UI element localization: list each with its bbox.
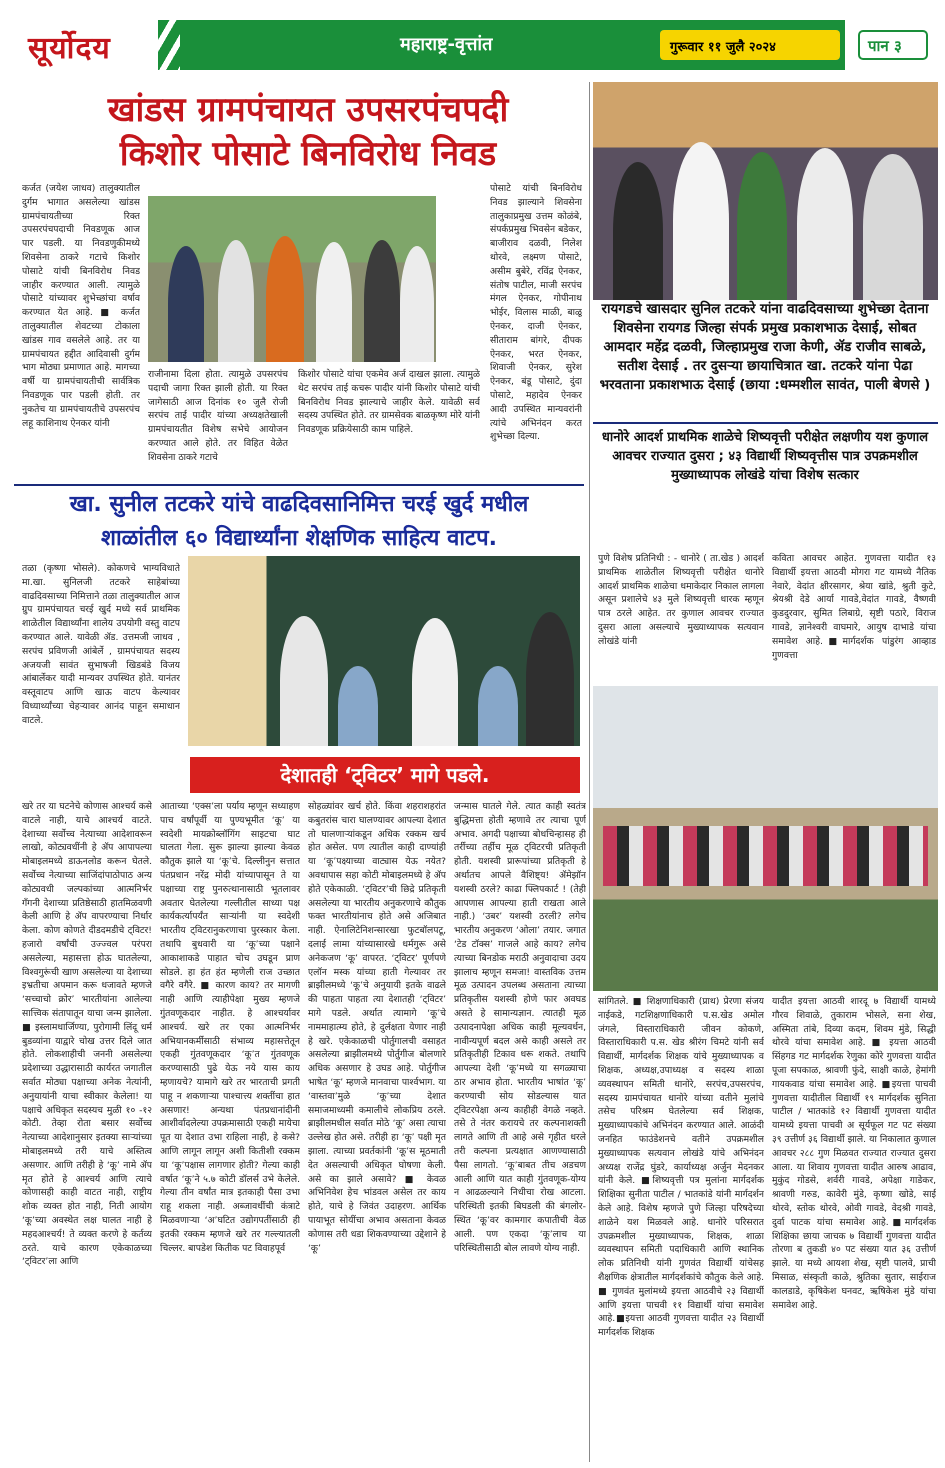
- story1-headline-line2: किशोर पोसाटे बिनविरोध निवड: [119, 134, 497, 174]
- story3-headline: धानोरे आदर्श प्राथमिक शाळेचे शिष्यवृत्ती परीक्षेत लक्षणीय यश कुणाल आवचर राज्यात दुसरा ; ४३ विद्यार्थी शिष्यवृत्तीस पात्र उपक्रमशील मुख्याध्यापक लोखंडे यांचा विशेष सत्कार: [601, 430, 929, 483]
- story1-col3-wrap: [298, 182, 480, 482]
- page-number: पान ३: [858, 30, 928, 60]
- story1-headline: [28, 88, 588, 176]
- story2-headline-line2: शाळांतील ६० विद्यार्थ्यांना शेक्षणिक साहित्य वाटप.: [101, 526, 497, 551]
- photo-figure: [478, 666, 518, 746]
- column-separator: [589, 82, 590, 1462]
- story3-col3: सांगितले. ■ शिक्षणाधिकारी (प्राथ) प्रेरणा संजय नाईकडे, गटशिक्षणाधिकारी प.स.खेड अमोल जंगले, विस्ताराधिकारी जीवन कोकणे, विस्ताराधिकारी प.स. खेड श्रीरंग चिमटे यांनी सर्व विद्यार्थी, मार्गदर्शक शिक्षक यांचे मुख्याध्यापक व शिक्षक, अध्यक्ष,उपाध्यक्ष व सदस्य शाळा व्यवस्थापन समिती धानोरे, सरपंच,उपसरपंच, सदस्य ग्रामपंचायत धानोरे यांच्या वतीने मुलांचे तसेच परिश्रम घेतलेल्या सर्व शिक्षक, मुख्याध्यापकांचे अभिनंदन करण्यात आले. आळंदी जनहित फाउंडेशनचे वतीने उपक्रमशील मुख्याध्यापक सत्यवान लोखंडे यांचे अभिनंदन अध्यक्ष राजेंद्र घुंडरे, कार्याध्यक्ष अर्जुन मेदनकर यांनी केले. ■शिष्यवृत्ती पत्र मुलांना मार्गदर्शक शिक्षिका सुनीता पाटील / भातकांडे यांनी मार्गदर्शन केले आहे. विशेष म्हणजे पुणे जिल्हा परिषदेच्या शाळेने यश मिळवले आहे. धानोरे परिसरात उपक्रमशील मुख्याध्यापक, शिक्षक, शाळा व्यवस्थापन समिती पदाधिकारी आणि स्थानिक लोक प्रतिनिधी यांनी गुणवंत विद्यार्थी यांचेसह शैक्षणिक क्षेत्रातील मार्गदर्शकांचे कौतुक केले आहे. ■ गुणवंत मुलांमध्ये इयत्ता आठवीचे २३ विद्यार्थी आणि इयत्ता पाचवी ११ विद्यार्थी यांचा समावेश आहे.■इयत्ता आठवी गुणवत्ता यादीत २३ विद्यार्थी मार्गदर्शक शिक्षक: [598, 996, 764, 1339]
- newspaper-logo: सूर्योदय: [28, 31, 111, 66]
- photo-figure: [280, 616, 328, 746]
- photo-figure: [338, 666, 378, 746]
- story4-col1: खरे तर या घटनेचे कोणास आश्चर्य कसे वाटले नाही, याचे आश्चर्य वाटते. देशाच्या सर्वोच्च नेत्याच्या आदेशावरून लाखो, कोट्यवधींनी हे ॲप आपापल्या मोबाइलमध्ये डाऊनलोड करून घेतले. सर्वोच्च नेत्याच्या साजिंदांपाठोपाठ अन्य कोट्यवधी जल्पकांच्या आत्मनिर्भर गँगनी देशाच्या प्रतिष्ठेसाठी हातमिळवणी केली आणि हे ॲप वापरण्याचा निर्धार केला. कोण कोणते दीडदमडीचे ट्विटर! हजारो वर्षांची उज्ज्वल परंपरा असलेल्या, महासत्ता होऊ घातलेल्या, विश्वगुरूंची खाण असलेल्या या देशाच्या इभ्रतीचा अपमान करू धजावते म्हणजे ‘सच्चाचो क्रोर’ भारतीयांना आलेल्या सात्त्विक संतापातून याचा जन्म झालेला. ■ इस्लामधार्जिण्या, पुरोगामी लिंदू धर्म बुडव्यांना याद्वारे चोख उत्तर दिले जात होते. लोकशाहीची जननी असलेल्या प्रदेशाच्या उद्धारासाठी कार्यरत जगातील सर्वात मोठ्या पक्षाच्या अनेक नेत्यांनी, अनुयायांनी याचा स्वीकार केलेला! या पक्षाचे अधिकृत सदस्यच मुळी १० -१२ कोटी. तेव्हा रोता बसार सर्वोच्च नेत्याच्या आदेशानुसार इतक्या सार्‍यांच्या मोबाइलमध्ये तरी याचे अस्तित्व असणार. आणि तरीही हे ‘कू’ नामे ॲप मृत होते हे आश्चर्य आणि त्याचे कोणासही काही वाटत नाही, राष्ट्रीय शोक व्यक्त होत नाही, निती आयोग ‘कू’च्या अवस्थेत लक्ष घालत नाही हे महदआश्चर्य! ते व्यक्त करणे हे कर्तव्य ठरते. याचे कारण एकेकाळच्या ‘ट्विटर’ला आणि: [22, 801, 152, 1268]
- photo-figure: [168, 246, 204, 362]
- birthday-photo-caption: रायगडचे खासदार सुनिल तटकरे यांना वाढदिवसाच्या शुभेच्छा देताना शिवसेना रायगड जिल्हा संपर्क प्रमुख प्रकाशभाऊ देसाई, सोबत आमदार महेंद्र दळवी, जिल्हाप्रमुख राजा केणी, ॲड राजीव साबळे, सतीश देसाई . तर दुसऱ्या छायाचित्रात खा. तटकरे यांना पेढा भरवताना प्रकाशभाऊ देसाई (छाया :धम्मशील सावंत, पाली बेणसे ): [599, 301, 931, 393]
- issue-date: गुरूवार ११ जुलै २०२४: [660, 30, 840, 60]
- story4-headline: देशातही ‘ट्विटर’ मागे पडले.: [190, 757, 580, 793]
- section-name: महाराष्ट्र-वृत्तांत: [400, 34, 493, 55]
- story1-headline-line1: खांडस ग्रामपंचायत उपसरपंचपदी: [107, 90, 509, 130]
- story1-col2: राजीनामा दिला होता. त्यामुळे उपसरपंच पदाची जागा रिक्त झाली होती. या रिक्त जागेसाठी आज दिनांक १० जुलै रोजी सरपंच ताई पादीर यांच्या अध्यक्षतेखाली ग्रामपंचायतीत विशेष सभेचे आयोजन करण्यात आले होते. तर विहित वेळेत शिवसेना ठाकरे गटाचे: [148, 369, 288, 463]
- story4-col3: सोहळ्यांवर खर्च होते. किंवा शहराशहरांत कबुतरांस चारा घालण्यावर आपल्या देशात तो घालणाऱ्यांकडून अधिक रक्कम खर्च होत असेल. पण त्यातील काही दाण्यांही या ‘कू’पक्ष्याच्या वाट्यास येऊ नयेत? अवधापास सहा कोटी मोबाइलमध्ये हे ॲप होते एकेकाळी. ‘ट्विटर’ची छिद्रे प्रतिकृती असलेल्या या भारतीय अनुकरणाचे कौतुक फक्त भारतीयांनाच होते असे अजिबात नाही. ऐनालिटेनिशन्सारखा फुटबॉलपटू, दलाई लामा यांच्यासारखे धर्मगुरू असे अनेकजण ‘कू’ वापरत. ‘ट्विटर’ पूर्णपणे एलॉन मस्क यांच्या हाती गेल्यावर तर ब्राझीलमध्ये ‘कू’चे अनुयायी इतके वाढले की पाहता पाहता त्या देशातही ‘ट्विटर’ मागे पडले. अर्थात त्यामागे ‘कू’चे नाममाहात्म्य होते, हे दुर्लक्षता येणार नाही हे खरे. एकेकाळची पोर्तुगालची वसाहत असलेल्या ब्राझीलमध्ये पोर्तुगीज बोलणारे अधिक असणार हे उघड आहे. पोर्तुगीज भाषेत ‘कू’ म्हणजे मानवाचा पार्श्वभाग. या ‘वास्तवा’मुळे ‘कू’च्या देशात समाजमाध्यमी कमालीचे लोकप्रिय ठरले. ब्राझीलमधील सर्वात मोठे ‘कू’ असा त्याचा उल्लेख होत असे. तरीही हा ‘कू’ पक्षी मृत झाला. त्याच्या प्रवर्तकांनी ‘कू’स मूठमाती देत असल्याची अधिकृत घोषणा केली. असे का झाले असावे? ■ केवळ अभिनिवेश हेच भांडवल असेल तर काय होते, याचे हे जिवंत उदाहरण. आर्थिक पायाभूत सोयींचा अभाव असताना केवळ कोणास तरी धडा शिकवण्याच्या उद्देशाने हे ‘कू’: [308, 801, 446, 1254]
- photo-figure: [613, 162, 663, 300]
- students-photo: [593, 686, 938, 991]
- photo-group: [603, 826, 928, 886]
- birthday-photo: [593, 82, 938, 300]
- story4-col4: जन्मास घातले गेले. त्यात काही स्वतंत्र बुद्धिमत्ता होती म्हणावे तर त्याचा पूर्ण अभाव. अगदी पक्षाच्या बोधचिन्हासह ही तर्रीच्या तर्हीच मूळ ट्विटरची प्रतिकृती होती. यशस्वी प्रारूपांच्या प्रतिकृती हे अर्थातच आपले वैशिष्ट्य! ॲमेझॉन यशस्वी ठरले? काढा फ्लिपकार्ट ! (तेही आपणास आपल्या हाती राखता आले नाही.) ‘उबर’ यशस्वी ठरली? लगेच भारतीय अनुकरण ‘ओला’ तयार. जगात ‘टेड टॉक्स’ गाजले आहे काय? लगेच त्याच्या बिनडोक मराठी अनुवादाचा उदय झालाच म्हणून समजा! वास्तविक उत्तम मूळ उत्पादन उपलब्ध असताना त्याच्या प्रतिकृतीस यशस्वी होणे फार अवघड असते हे सामान्यज्ञान. त्यातही मूळ उत्पादनापेक्षा अधिक काही मूल्यवर्धन, नावीन्यपूर्ण बदल असे काही असले तर प्रतिकृतीही टिकाव धरू शकते. तथापि आपल्या देशी ‘कू’मध्ये या सगळ्याचा ठार अभाव होता. भारतीय भाषांत ‘कू’ करण्याची सोय सोडल्यास यात ट्विटरपेक्षा अन्य काहीही वेगळे नव्हते. तसे ते नंतर करायचे तर कल्पनाशक्ती लागते आणि ती आहे असे गृहीत धरले तरी कल्पना प्रत्यक्षात आणण्यासाठी पैसा लागतो. ‘कू’बाबत तीच अडचण आली आणि यात काही गुंतवणूक-योग्य न आढळल्याने निधीचा रोख आटला. परिस्थिती इतकी बिघडली की बंगलोर-स्थित ‘कू’वर कामगार कपातीची वेळ आली. पण एकदा ‘कू’लाच या परिस्थितीसाठी बोल लावणे योग्य नाही.: [454, 801, 586, 1254]
- photo-figure: [737, 152, 787, 300]
- photo-figure: [673, 142, 729, 300]
- photo-figure: [412, 618, 458, 746]
- photo-figure: [863, 154, 923, 300]
- story1-col3: किशोर पोसाटे यांचा एकमेव अर्ज दाखल झाला. त्यामुळे थेट सरपंच ताई कचरू पादीर यांनी किशोर पोसाटे यांची बिनविरोध निवड झाल्याचे जाहीर केले. यावेळी सर्व सदस्य उपस्थित होते. तर ग्रामसेवक बाळकृष्ण मोरे यांनी निवडणूक प्रक्रियेसाठी काम पाहिले.: [298, 369, 480, 436]
- divider: [14, 484, 584, 486]
- photo-figure: [218, 240, 254, 362]
- story4-col2: आताच्या ‘एक्स’ला पर्याय म्हणून सध्याहण पाच वर्षांपूर्वी या पुण्यभूमीत ‘कू’ या स्वदेशी मायक्रोब्लॉगिंग साइटचा घाट घालता गेला. सुरू झाल्या झाल्या केवळ कौतुक झाले या ‘कू’चे. दिल्लीनुन सत्तात पंतप्रधान नरेंद्र मोदी यांच्यापासून ते या पक्षाच्या राष्ट्र पुनरुत्थानासाठी भूतलावर अवतार घेतलेल्या गल्लीतील साध्या पक्ष कार्यकर्त्यापर्यंत साऱ्यांनी या स्वदेशी भारतीय ट्विटरानुकरणाचा पुरस्कार केला. तथापि बुधवारी या ‘कू’च्या पक्षाने आकाशाकडे पाहात चोच उघडून प्राण सोडले. हा हंत हंत म्हणेली राज उच्छात वगैरे वगैरे. ■ कारण काय? तर मागणी नाही आणि त्याहीपेक्षा मुख्य म्हणजे गुंतवणूकदार नाहीत. हे आश्चर्यावर आश्चर्य. खरे तर एका आत्मनिर्भर अभियानकर्मीसाठी संभाव्य महासत्तेतून एकही गुंतवणूकदार ‘कू’त गुंतवणूक करण्यासाठी पुढे येऊ नये यास काय म्हणायचे? यामागे खरे तर भारताची प्रगती पाहू न शकणाऱ्या पाश्चात्त्य शक्तींचा हात असणार! अन्यथा पंतप्रधानांदीनी आशीर्वादलेल्या उपक्रमासाठी एकही मायेचा पूत या देशात उभा राहिला नाही, हे कसे? आणि लागून लागून अशी कितीशी रक्कम या ‘कू’पक्षास लागणार होती? गेल्या काही वर्षात ‘कू’ने ५.७ कोटी डॉलर्स उभे केलेले. गेल्या तीन वर्षांत मात्र इतकाही पैसा उभा राहू शकला नाही. अब्जावधींची कंत्राटे मिळवणाऱ्या ‘अ’घटित उद्योगपतींसाठी ही इतकी रक्कम म्हणजे खरे तर गल्ल्यातली चिल्लर. बापडेश कितीक पट विवाहपूर्व: [160, 801, 300, 1254]
- photo-figure: [797, 148, 853, 300]
- story2-headline: [14, 488, 584, 556]
- story1-col4: पोसाटे यांची बिनविरोध निवड झाल्याने शिवसेना तालुकाप्रमुख उत्तम कोळंबे, संपर्कप्रमुख भिवसेन बडेकर, बाजीराव दळवी, निलेश थोरवे, लक्ष्मण पोसाटे, असीम बुबेरे, रविंद्र ऐनकर, संतोष पाटील, माजी सरपंच मंगल ऐनकर, गोपीनाथ भोईर, विलास माळी, बाळू ऐनकर, दाजी ऐनकर, सीताराम बांगरे, दीपक ऐनकर, भरत ऐनकर, शिवाजी ऐनकर, सुरेश ऐनकर, बंडू पोसाटे, दुंदा पोसाटे, महादेव ऐनकर आदी उपस्थित मान्यवरांनी त्यांचे अभिनंदन करत शुभेच्छा दिल्या.: [490, 183, 582, 443]
- story2-headline-line1: खा. सुनील तटकरे यांचे वाढदिवसानिमित्त चरई खुर्द मधील: [69, 492, 529, 517]
- divider: [593, 422, 938, 424]
- story1-col1: कर्जत (जयेश जाधव) तालुक्यातील दुर्गम भागात असलेल्या खांडस ग्रामपंचायतीच्या रिक्त उपसरपंचपदाची निवडणूक आज पार पडली. या निवडणुकीमध्ये शिवसेना ठाकरे गटाचे किशोर पोसाटे यांची बिनविरोध निवड जाहीर करण्यात आली. त्यामुळे पोसाटे यांच्यावर शुभेच्छांचा वर्षाव करण्यात येत आहे. ■ कर्जत तालुक्यातील शेवटच्या टोकाला खांडस गाव वसलेले आहे. तर या ग्रामपंचायत हद्दीत आदिवासी दुर्गम भाग मोठ्या प्रमाणात आहे. मागच्या वर्षी या ग्रामपंचायतीची सार्वत्रिक निवडणूक पार पडली होती. तर नुकतेच या ग्रामपंचायतीचे उपसरपंच लहू काशिनाथ ऐनकर यांनी: [22, 183, 140, 429]
- school-photo: [188, 556, 580, 746]
- story3-col4: यादीत इयत्ता आठवी शारदू ७ विद्यार्थी यामध्ये गौरव शिवाळे, तुकाराम भोसले, सना शेख, अस्मिता तांबे, दिव्या कदम, शिवम मुंडे, सिद्धी थोरवे यांचा समावेश आहे. ■ इयत्ता आठवी सिंहगड गट मार्गदर्शक रेणुका कोरे गुणवत्ता यादीत पूजा सपकाळ, श्रावणी फुंदे, साक्षी काळे, हेमांगी गायकवाड यांचा समावेश आहे. ■इयत्ता पाचवी गुणवत्ता यादीतील विद्यार्थी १९ मार्गदर्शक सुनिता पाटील / भातकांडे १२ विद्यार्थी गुणवत्ता यादीत यामध्ये इयत्ता पाचवी अ सूर्यफूल गट पट संख्या ३९ उत्तीर्ण ३६ विद्यार्थी झाले. या निकालात कुणाल आवचर २८८ गुण मिळवत राज्यात राज्यात दुसरा आला. या शिवाय गुणवत्ता यादीत आरुष आढाव, मुकुंद गोडसे, शर्वरी गावडे, अपेक्षा गाडेकर, श्रावणी गरुड, कावेरी मुंडे, कृष्णा खोडे, साई थोरवे, स्तोक थोरवे, ओवी गावडे, वेदश्री गावडे, दुर्वा पाटक यांचा समावेश आहे.■मार्गदर्शक शिक्षिका छाया जाचक ७ विद्यार्थी गुणवत्ता यादीत तोरणा ब तुकडी ४० पट संख्या यात ३६ उत्तीर्ण झाले. या मध्ये आयशा शेख, सृष्टी पालवे, प्राची मिसाळ, संस्कृती काळे, श्रुतिका सुतार, साईराज कालडाडे, कृषिकेश घनवट, ऋषिकेश मुंडे यांचा समावेश आहे.: [772, 996, 936, 1311]
- story3-col2: कविता आवचर आहेत. गुणवत्ता यादीत १३ विद्यार्थी इयत्ता आठवी मोगरा गट यामध्ये नैतिक नेवारे, वेदांत क्षीरसागर, श्रेया खांडे, श्रुती कुटे, श्रेयश्री देडे आर्या गावडे,वेदांत गावडे, वैष्णवी कुडदुरवार, सुमित लिबाग्रे, सृष्टी पठारे, विराज गावडे, ज्ञानेश्वरी वाघमारे, आयुष दाभाडे यांचा समावेश आहे.■मार्गदर्शक पांडुरंग आव्हाड गुणवत्ता: [772, 553, 936, 661]
- story2-text: तळा (कृष्णा भोसले). कोकणचे भाग्यविधाते मा.खा. सुनिलजी तटकरे साहेबांच्या वाढदिवसाच्या निमित्ताने तळा तालुक्यातील आज ग्रुप ग्रामपंचायत चरई खुर्द मध्ये सर्व प्राथमिक शाळेतील विद्यार्थ्यांना शालेय उपयोगी वस्तु वाटप करण्यात आले. यावेळी ॲड. उत्तमजी जाधव , सरपंच प्रविणजी आंबेर्ले , ग्रामपंचायत सदस्य अजयजी सावंत सुभाषजी खिडबंडे विजय आंबार्लेकर यादी मान्यवर उपस्थित होते. यानंतर वस्तूवाटप आणि खाऊ वाटप केल्यावर विध्यार्थ्यांच्या चेहऱ्यावर आनंद पाहून समाधान वाटले.: [22, 563, 180, 726]
- photo-figure: [526, 612, 574, 746]
- story3-col1: पुणे विशेष प्रतिनिधी : - धानोरे ( ता.खेड ) आदर्श प्राथमिक शाळेतील शिष्यवृत्ती परीक्षेत धानोरे आदर्श प्राथमिक शाळेचा धमाकेदार निकाल लागला असून प्रशालेचे ४३ मुले शिष्यवृत्ती धारक म्हणून पात्र ठरले आहेत. तर कुणाल आवचर राज्यात दुसरा आला असल्याचे मुख्याध्यापक सत्यवान लोखंडे यांनी: [598, 553, 764, 647]
- masthead: [0, 0, 945, 82]
